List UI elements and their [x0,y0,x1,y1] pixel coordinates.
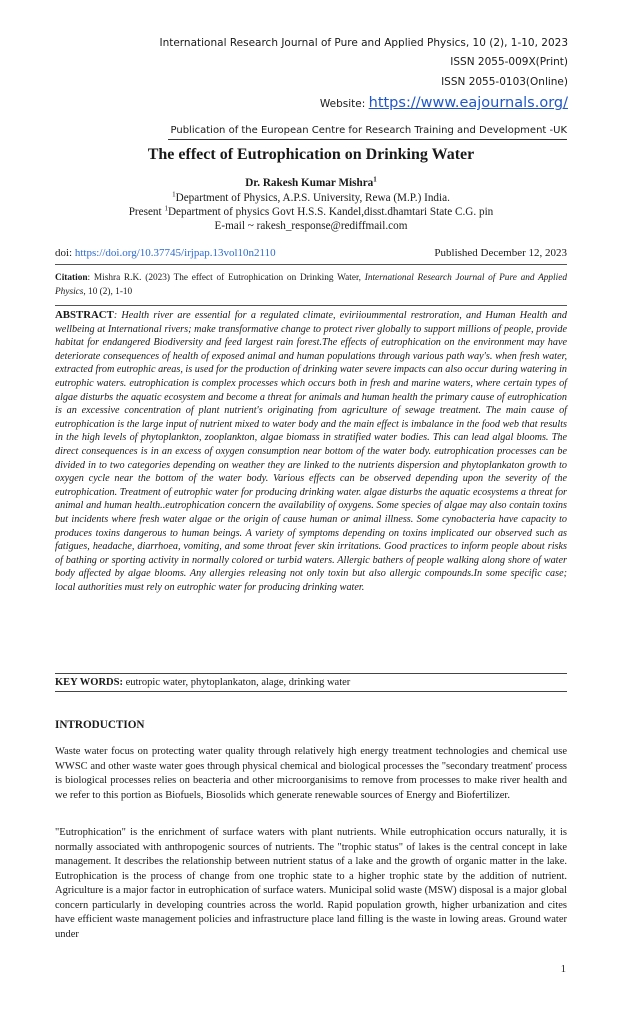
issn-print: ISSN 2055-009X(Print) [450,56,568,68]
affiliation2-prefix: Present [128,206,165,218]
author-name-text: Dr. Rakesh Kumar Mishra [245,177,374,189]
website-label: Website: [319,98,369,110]
doi-link[interactable]: https://doi.org/10.37745/irjpap.13vol10n2110 [74,247,276,259]
author-name [0,177,622,189]
affiliation1-superscript: 1 [172,190,176,199]
keywords-text: eutropic water, phytoplankaton, alage, drinking water [122,677,351,688]
abstract-label: ABSTRACT [55,309,114,321]
publisher-line: Publication of the European Centre for Research Training and Development -UK [170,125,567,136]
doi-label: doi: [55,247,75,259]
affiliation-present [0,206,622,218]
citation-volume: , 10 (2), 1-10 [83,286,133,297]
doi-divider [55,264,567,265]
citation-text: : Mishra R.K. (2023) The effect of Eutrophication on Drinking Water, [87,273,365,283]
keywords-top-divider [55,673,567,674]
abstract-block [55,309,567,594]
website-link[interactable]: https://www.eajournals.org/ [368,95,568,111]
keywords-line [55,677,350,688]
citation-label: Citation [55,273,88,283]
doi-row [55,247,567,259]
introduction-paragraph-2: "Eutrophication" is the enrichment of surface waters with plant nutrients. While eutrophication occurs naturally, it is normally associated with anthropogenic sources of nutrients. The "trophic status" of lakes is the central concept in lake management. It describes the relationship between nutrient status of a lake and the growth of organic matter in the lake. Eutrophication is the process of change from one trophic state to a higher trophic state by the addition of nutrient. Agriculture is a major factor in eutrophication of surface waters. Municipal solid waste (MSW) disposal is a major global concern particularly in developing countries across the world. Rapid population growth, higher urbanization and cites have efficient waste management policies and infrastructure place land filling is the waste in lowing areas. Ground water under [55,827,567,940]
keywords-label: KEY WORDS: [55,677,123,688]
affiliation1-text: Department of Physics, A.P.S. University, Rewa (M.P.) India. [175,192,450,204]
citation-divider [55,305,567,306]
published-date: Published December 12, 2023 [434,247,567,259]
page-number: 1 [560,964,566,975]
citation-journal: International Research Journal of Pure and Applied Physics [55,273,567,297]
author-superscript: 1 [373,175,377,184]
affiliation2-superscript: 1 [164,204,168,213]
journal-citation-header: International Research Journal of Pure and Applied Physics, 10 (2), 1-10, 2023 [159,37,568,49]
author-email: E-mail ~ rakesh_response@rediffmail.com [214,220,408,232]
citation-block [55,272,567,299]
publisher-divider [168,139,567,140]
keywords-bottom-divider [55,691,567,692]
issn-online: ISSN 2055-0103(Online) [441,76,568,88]
affiliation-primary [0,192,622,204]
introduction-heading: INTRODUCTION [55,719,145,731]
introduction-paragraph-1: Waste water focus on protecting water quality through relatively high energy treatment technologies and chemical use WWSC and other waste water goes through physical chemical and biological processes the "secondary treatment' process is biological processes relies on beacteria and other microorganisims to remove from processes to make river health and we refer to this portion as Biofuels, Biosolids which generate renewable sources of Energy and Biofertilizer. [55,746,567,801]
abstract-text: : Health river are essential for a regulated climate, eviriioummental restroration, and Human Health and wellbeing at International rivers; make transformative change to protect river globally to support millions of people, provide habitat for endangered Biodiversity and feed largest rain forest.The effects of eutrophication on the environment may have deteriorate consequences of health of exposed animal and human populations through various path way's. when fresh water, extracted from eutrophic areas, is used for the production of drinking water severe impacts can also occur during watering in eutrophic waters. eutrophication is complex processes which occurs both in fresh and marine waters, where certain types of algae disturbs the aquatic ecosystem and become a threat for animals and human health the primary cause of eutrophication is an excessive concentration of plant nutrient's originating from agriculture of sewage treatment. The main cause of eutrophication is the large input of nutrient mixed to water body and the main effect is imbalance in the food web that results in the high levels of phytoplankton, zooplankton, algae biomass in stratified water bodies. This can lead algal blooms. The direct consequences is in an excess of oxygen consumption near bottom of the water body. eutrophication processes can be divided in to two categories depending on weather they are linked to the nutrients dispersion and phytoplankaton growth to oxygen cycle near the bottom of the water body. Various effects can be observed depending upon the severity of the eutrophication. Treatment of eutrophic water for producing drinking water. algae disturbs the aquatic ecosystems a threat for animal and human health..eutrophication concern the availability of oxygens. Some species of algae may also contain toxins but incidents where fresh water algae or the origin of cause human or animal illness. Some cynobacteria have capacity to produces toxins dangerous to human beings. A variety of symptoms depending on toxins implicated our observed such as fatigues, headache, diarrhoea, vomiting, and some throat fever skin irritations. Good practices to inform people about risks of bathing or sporting activity in normally colored or turbid waters. Allergic bathers of people walking along shore of water body affected by algae blooms. Any allergies releasing not only toxin but also allergic compounds.In some specific case; local authorities must rely on eutrophic water for producing drinking water. [55,310,567,593]
affiliation2-text: Department of physics Govt H.S.S. Kandel,disst.dhamtari State C.G. pin [167,206,494,218]
website-line [320,95,568,111]
paper-title: The effect of Eutrophication on Drinking Water [147,146,475,163]
